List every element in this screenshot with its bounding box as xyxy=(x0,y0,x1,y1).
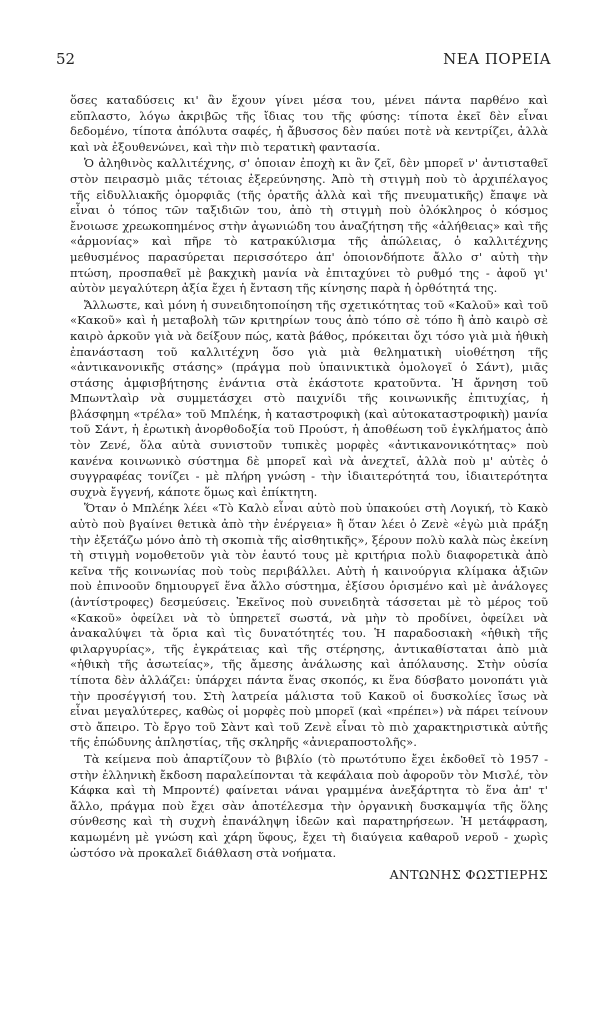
page-number: 52 xyxy=(56,50,76,68)
paragraph: Ὁ ἀληθινὸς καλλιτέχνης, σ' ὁποιαν ἐποχὴ κι ἂν ζεῖ, δὲν μπορεῖ ν' ἀντισταθεῖ στὸν πειρασμὸ μιᾶς τέτοιας ἐξερεύνησης. Ἀπὸ τὴ στιγμὴ ποὺ τὸ ἀρχιπέλαγος τῆς εἰδυλλιακῆς ὁμορφιᾶς (τῆς ὁρατῆς ἀλλὰ καὶ τῆς πνευματικῆς) ἔπαψε νὰ εἶναι ὁ τόπος τῶν ταξιδιῶν του, ἀπὸ τὴ στιγμὴ ποὺ ὁλόκληρος ὁ κόσμος ἔνοιωσε χρεωκοπημένος στὴν ἀγωνιώδη του ἀναζήτηση τῆς «ἀλήθειας» καὶ τῆς «ἁρμονίας» καὶ πῆρε τὸ κατρακύλισμα τῆς ἀπώλειας, ὁ καλλιτέχνης μεθυσμένος παρασύρεται περισσότερο ἀπ' ὁποιονδήποτε ἄλλο σ' αὐτὴ τὴν πτώση, προσπαθεῖ μὲ βακχικὴ μανία νὰ ἐπιταχύνει τὸ ρυθμό της - ἀφοῦ γι' αὐτὸν μεγαλύτερη ἀξία ἔχει ἡ ἔνταση τῆς κίνησης παρὰ ἡ ὀρθότητά της. xyxy=(70,156,548,296)
body-text xyxy=(70,93,548,882)
paragraph: Τὰ κείμενα ποὺ ἀπαρτίζουν τὸ βιβλίο (τὸ πρωτότυπο ἔχει ἐκδοθεῖ τὸ 1957 - στὴν ἑλληνικὴ ἔκδοση παραλείπονται τὰ κεφάλαια ποὺ ἀφοροῦν τὸν Μισλέ, τὸν Κάφκα καὶ τὴ Μπροντέ) φαίνεται νάναι γραμμένα ἀνεξάρτητα τὸ ἕνα ἀπ' τ' ἄλλο, πράγμα ποὺ ἔχει σὰν ἀποτέλεσμα τὴν ὀργανικὴ δυσκαμψία τῆς ὅλης σύνθεσης καὶ τὴ συχνὴ ἐπανάληψη ἰδεῶν καὶ παρατηρήσεων. Ἡ μετάφραση, καμωμένη μὲ γνώση καὶ χάρη ὕφους, ἔχει τὴ διαύγεια καθαροῦ νεροῦ - χωρὶς ὡστόσο νὰ προκαλεῖ διάθλαση στὰ νοήματα. xyxy=(70,751,548,860)
paragraph: Ὅταν ὁ Μπλέηκ λέει «Τὸ Καλὸ εἶναι αὐτὸ ποὺ ὑπακούει στὴ Λογική, τὸ Κακὸ αὐτὸ ποὺ βγαίνει θετικὰ ἀπὸ τὴν ἐνέργεια» ἢ ὅταν λέει ὁ Ζενὲ «ἐγὼ μιὰ πράξη τὴν ἐξετάζω μόνο ἀπὸ τὴ σκοπιὰ τῆς αἰσθητικῆς», ξέρουν πολὺ καλὰ πὼς ἐκείνη τὴ στιγμὴ νομοθετοῦν γιὰ τὸν ἑαυτό τους μὲ κριτήρια πολὺ διαφορετικὰ ἀπὸ κεῖνα τῆς κοινωνίας ποὺ τοὺς περιβάλλει. Αὐτὴ ἡ καινούργια κλίμακα ἀξιῶν ποὺ ἐπινοοῦν δημιουργεῖ ἕνα ἄλλο σύστημα, ἐξίσου ὁρισμένο καὶ μὲ ἀνάλογες (ἀντίστροφες) δεσμεύσεις. Ἐκεῖνος ποὺ συνειδητὰ τάσσεται μὲ τὸ μέρος τοῦ «Κακοῦ» ὀφείλει νὰ τὸ ὑπηρετεῖ σωστά, νὰ μὴν τὸ προδίνει, ὀφείλει νὰ ἀνακαλύψει τὰ ὅρια καὶ τὶς δυνατότητές του. Ἡ παραδοσιακὴ «ἠθικὴ τῆς φιλαργυρίας», τῆς ἐγκράτειας καὶ τῆς στέρησης, ἀντικαθίσταται ἀπὸ μιὰ «ἠθικὴ τῆς ἀσωτείας», τῆς ἄμεσης ἀνάλωσης καὶ ἀπόλαυσης. Στὴν οὐσία τίποτα δὲν ἀλλάζει: ὑπάρχει πάντα ἕνας σκοπός, κι ἕνα δύσβατο μονοπάτι γιὰ τὴν προσέγγισή του. Στὴ λατρεία μάλιστα τοῦ Κακοῦ οἱ δυσκολίες ἴσως νὰ εἶναι μεγαλύτερες, καθὼς οἱ μορφὲς ποὺ μπορεῖ (καὶ «πρέπει») νὰ πάρει τείνουν στὸ ἄπειρο. Τὸ ἔργο τοῦ Σὰντ καὶ τοῦ Ζενὲ εἶναι τὸ πιὸ χαρακτηριστικὰ αὐτῆς τῆς ἐπώδυνης ἀπληστίας, τῆς σκληρῆς «ἀνιεραποστολῆς». xyxy=(70,501,548,750)
page-header xyxy=(56,50,551,72)
paragraph: Ἄλλωστε, καὶ μόνη ἡ συνειδητοποίηση τῆς σχετικότητας τοῦ «Καλοῦ» καὶ τοῦ «Κακοῦ» καὶ ἡ μεταβολὴ τῶν κριτηρίων τους ἀπὸ τόπο σὲ τόπο ἢ ἀπὸ καιρὸ σὲ καιρὸ ἀρκοῦν γιὰ νὰ δείξουν πώς, κατὰ βάθος, πρόκειται ὄχι τόσο γιὰ μιὰ ἠθικὴ ἐπανάσταση τοῦ καλλιτέχνη ὅσο γιὰ μιὰ θεληματικὴ υἱοθέτηση τῆς «ἀντικανονικῆς στάσης» (πράγμα ποὺ ὑπαινικτικὰ ὁμολογεῖ ὁ Σάντ), μιᾶς στάσης ἀμφισβήτησης ἐνάντια στὰ ἑκάστοτε κρατοῦντα. Ἡ ἄρνηση τοῦ Μπωντλαὶρ νὰ συμμετάσχει στὸ παιχνίδι τῆς κοινωνικῆς ἐπιτυχίας, ἡ βλάσφημη «τρέλα» τοῦ Μπλέηκ, ἡ καταστροφικὴ (καὶ αὐτοκαταστροφικὴ) μανία τοῦ Σάντ, ἡ ἐρωτικὴ ἀνορθοδοξία τοῦ Προύστ, ἡ ἀποθέωση τοῦ ἐγκλήματος ἀπὸ τὸν Ζενέ, ὅλα αὐτὰ συνιστοῦν τυπικὲς μορφὲς «ἀντικανονικότητας» ποὺ κανένα κοινωνικὸ σύστημα δὲ μπορεῖ καὶ νὰ ἀνεχτεῖ, ἀλλὰ ποὺ μ' αὐτὲς ὁ συγγραφέας τονίζει - μὲ πλήρη γνώση - τὴν ἰδιαιτερότητά του, ἰδιαιτερότητα συχνὰ ἔγγενή, κάποτε ὅμως καὶ ἐπίκτητη. xyxy=(70,297,548,499)
paragraph: ὅσες καταδύσεις κι' ἂν ἔχουν γίνει μέσα του, μένει πάντα παρθένο καὶ εὔπλαστο, λόγω ἀκριβῶς τῆς ἴδιας του τῆς φύσης: τίποτα ἐκεῖ δὲν εἶναι δεδομένο, τίποτα ἀπόλυτα σαφές, ἡ ἄβυσσος δὲν παύει ποτὲ νὰ κεντρίζει, ἀλλὰ καὶ νὰ ἐξουθενώνει, καὶ τὴν πιὸ τερατικὴ φαντασία. xyxy=(70,93,548,154)
author-signature: ΑΝΤΩΝΗΣ ΦΩΣΤΙΕΡΗΣ xyxy=(389,867,548,883)
running-head: ΝΕΑ ΠΟΡΕΙΑ xyxy=(443,50,551,68)
